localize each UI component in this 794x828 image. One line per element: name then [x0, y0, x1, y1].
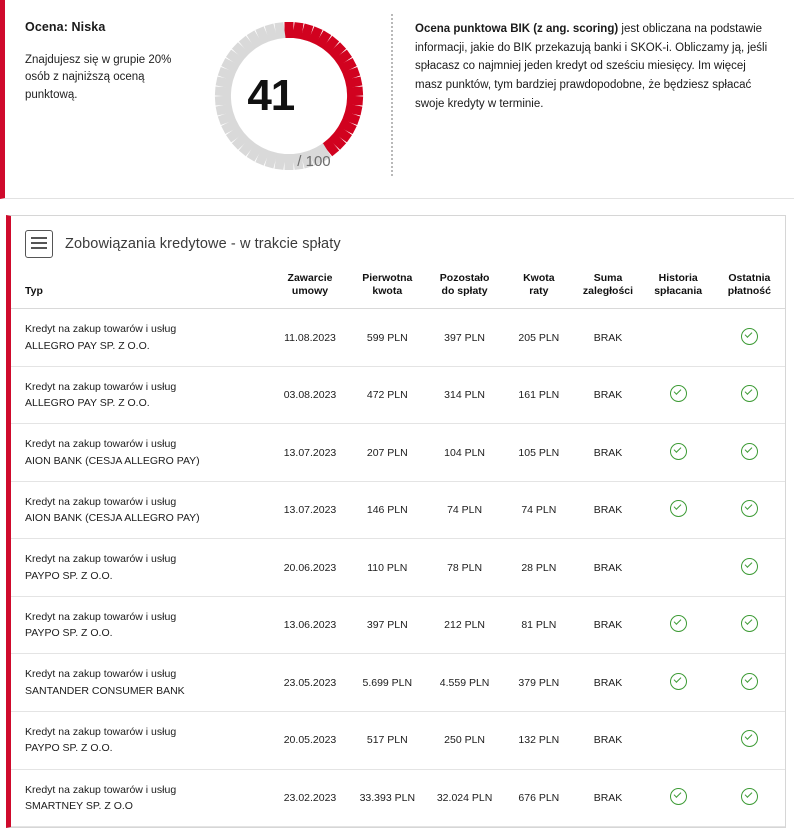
- rating-description: Znajdujesz się w grupie 20% osób z najniższą oceną punktową.: [25, 54, 172, 101]
- cell-arrears: BRAK: [593, 504, 623, 517]
- cell-arrears: BRAK: [593, 619, 623, 632]
- cell-remaining-amount: 250 PLN: [444, 734, 486, 747]
- cell-date: 13.06.2023: [283, 619, 337, 632]
- cell-arrears: BRAK: [593, 561, 623, 574]
- cell-last-payment: [714, 481, 785, 539]
- creditor-name: SMARTNEY SP. Z O.O: [25, 799, 133, 812]
- column-header-last-payment: Ostatnia płatność: [727, 272, 771, 298]
- cell-payment-history: [643, 481, 714, 539]
- creditor-name: PAYPO SP. Z O.O.: [25, 569, 113, 582]
- cell-installment: 161 PLN: [518, 389, 560, 402]
- table-row: [11, 596, 785, 654]
- credit-type-label: Kredyt na zakup towarów i usług: [25, 553, 177, 566]
- cell-installment: 132 PLN: [518, 734, 560, 747]
- history-check-icon: [670, 443, 687, 460]
- history-check-icon: [670, 500, 687, 517]
- credit-type-label: Kredyt na zakup towarów i usług: [25, 725, 177, 738]
- cell-payment-history: [643, 769, 714, 827]
- cell-original-amount: 146 PLN: [366, 504, 408, 517]
- table-row: [11, 539, 785, 597]
- gauge-max: / 100: [297, 153, 331, 170]
- table-row: [11, 481, 785, 539]
- card-title: Zobowiązania kredytowe - w trakcie spłaty: [65, 236, 341, 252]
- cell-original-amount: 517 PLN: [366, 734, 408, 747]
- table-row: [11, 309, 785, 367]
- table-row: [11, 769, 785, 827]
- cell-remaining-amount: 212 PLN: [444, 619, 486, 632]
- cell-original-amount: 599 PLN: [366, 331, 408, 344]
- cell-last-payment: [714, 654, 785, 712]
- last-payment-check-icon: [741, 500, 758, 517]
- empty-status: [671, 559, 686, 574]
- cell-remaining-amount: 78 PLN: [447, 561, 483, 574]
- cell-remaining-amount: 74 PLN: [447, 504, 483, 517]
- creditor-name: ALLEGRO PAY SP. Z O.O.: [25, 397, 150, 410]
- cell-last-payment: [714, 309, 785, 367]
- cell-type: [11, 711, 270, 769]
- cell-payment-history: [643, 424, 714, 482]
- cell-payment-history: [643, 596, 714, 654]
- credit-type-label: Kredyt na zakup towarów i usług: [25, 668, 177, 681]
- cell-arrears: BRAK: [593, 389, 623, 402]
- cell-date: 13.07.2023: [283, 446, 337, 459]
- panel-spacer: [0, 199, 794, 215]
- cell-payment-history: [643, 539, 714, 597]
- empty-status: [671, 329, 686, 344]
- table-row: [11, 366, 785, 424]
- explanation-bold: Ocena punktowa BIK (z ang. scoring): [415, 23, 619, 35]
- credit-type-label: Kredyt na zakup towarów i usług: [25, 438, 177, 451]
- cell-installment: 74 PLN: [521, 504, 557, 517]
- cell-last-payment: [714, 596, 785, 654]
- credit-type-label: Kredyt na zakup towarów i usług: [25, 380, 177, 393]
- cell-date: 03.08.2023: [283, 389, 337, 402]
- creditor-name: AION BANK (CESJA ALLEGRO PAY): [25, 512, 200, 525]
- cell-installment: 105 PLN: [518, 446, 560, 459]
- table-row: [11, 424, 785, 482]
- cell-installment: 28 PLN: [521, 561, 557, 574]
- obligations-body: [11, 309, 785, 827]
- obligations-table: [11, 268, 785, 827]
- cell-original-amount: 207 PLN: [366, 446, 408, 459]
- cell-installment: 205 PLN: [518, 331, 560, 344]
- cell-remaining-amount: 104 PLN: [444, 446, 486, 459]
- column-header-history: Historia spłacania: [654, 272, 703, 298]
- cell-installment: 676 PLN: [518, 791, 560, 804]
- cell-installment: 81 PLN: [521, 619, 557, 632]
- table-header-row: [11, 268, 785, 309]
- gauge-value: 41: [247, 71, 295, 120]
- cell-date: 20.05.2023: [283, 734, 337, 747]
- cell-remaining-amount: 397 PLN: [444, 331, 486, 344]
- cell-type: [11, 309, 270, 367]
- cell-date: 20.06.2023: [283, 561, 337, 574]
- last-payment-check-icon: [741, 730, 758, 747]
- score-explanation: [393, 14, 794, 113]
- column-header-original: Pierwotna kwota: [362, 272, 413, 298]
- column-header-date: Zawarcie umowy: [287, 272, 333, 298]
- cell-type: [11, 539, 270, 597]
- column-header-installment: Kwota raty: [523, 272, 555, 298]
- cell-original-amount: 5.699 PLN: [362, 676, 413, 689]
- list-icon: [25, 230, 53, 258]
- cell-original-amount: 397 PLN: [366, 619, 408, 632]
- column-header-arrears: Suma zaległości: [582, 272, 634, 298]
- cell-arrears: BRAK: [593, 446, 623, 459]
- empty-status: [671, 731, 686, 746]
- cell-date: 23.02.2023: [283, 791, 337, 804]
- last-payment-check-icon: [741, 673, 758, 690]
- rating-label: Ocena: Niska: [25, 20, 106, 34]
- cell-payment-history: [643, 366, 714, 424]
- cell-remaining-amount: 314 PLN: [444, 389, 486, 402]
- column-header-remaining: Pozostało do spłaty: [439, 272, 490, 298]
- creditor-name: SANTANDER CONSUMER BANK: [25, 684, 185, 697]
- cell-date: 23.05.2023: [283, 676, 337, 689]
- cell-last-payment: [714, 711, 785, 769]
- last-payment-check-icon: [741, 788, 758, 805]
- score-summary: [5, 14, 201, 104]
- creditor-name: PAYPO SP. Z O.O.: [25, 742, 113, 755]
- credit-type-label: Kredyt na zakup towarów i usług: [25, 783, 177, 796]
- last-payment-check-icon: [741, 385, 758, 402]
- credit-type-label: Kredyt na zakup towarów i usług: [25, 323, 177, 336]
- cell-payment-history: [643, 654, 714, 712]
- obligations-card: [6, 215, 786, 828]
- cell-date: 13.07.2023: [283, 504, 337, 517]
- cell-arrears: BRAK: [593, 676, 623, 689]
- cell-installment: 379 PLN: [518, 676, 560, 689]
- history-check-icon: [670, 788, 687, 805]
- cell-last-payment: [714, 769, 785, 827]
- table-row: [11, 654, 785, 712]
- cell-type: [11, 424, 270, 482]
- last-payment-check-icon: [741, 443, 758, 460]
- column-header-type: Typ: [25, 285, 43, 298]
- cell-last-payment: [714, 424, 785, 482]
- cell-last-payment: [714, 366, 785, 424]
- cell-type: [11, 366, 270, 424]
- score-panel: [0, 0, 794, 199]
- cell-date: 11.08.2023: [284, 331, 336, 344]
- cell-remaining-amount: 32.024 PLN: [436, 791, 493, 804]
- cell-payment-history: [643, 711, 714, 769]
- cell-arrears: BRAK: [593, 734, 623, 747]
- cell-arrears: BRAK: [593, 331, 623, 344]
- cell-last-payment: [714, 539, 785, 597]
- credit-type-label: Kredyt na zakup towarów i usług: [25, 610, 177, 623]
- cell-original-amount: 472 PLN: [366, 389, 408, 402]
- explanation-rest: jest obliczana na podstawie informacji, jakie do BIK przekazują banki i SKOK-i. Obliczamy ją, jeśli spłacasz co najmniej jeden kredyt od sześciu miesięcy. Im więcej masz punktów, tym bardziej prawdopodobne, że będziesz spłacać swoje kredyty w terminie.: [415, 23, 768, 110]
- cell-remaining-amount: 4.559 PLN: [439, 676, 490, 689]
- creditor-name: ALLEGRO PAY SP. Z O.O.: [25, 339, 150, 352]
- cell-original-amount: 110 PLN: [367, 561, 408, 574]
- card-header: [11, 216, 785, 268]
- last-payment-check-icon: [741, 328, 758, 345]
- last-payment-check-icon: [741, 615, 758, 632]
- creditor-name: AION BANK (CESJA ALLEGRO PAY): [25, 454, 200, 467]
- creditor-name: PAYPO SP. Z O.O.: [25, 627, 113, 640]
- cell-type: [11, 654, 270, 712]
- last-payment-check-icon: [741, 558, 758, 575]
- credit-type-label: Kredyt na zakup towarów i usług: [25, 495, 177, 508]
- cell-arrears: BRAK: [593, 791, 623, 804]
- cell-type: [11, 596, 270, 654]
- score-gauge: [201, 14, 377, 176]
- cell-type: [11, 769, 270, 827]
- history-check-icon: [670, 615, 687, 632]
- cell-type: [11, 481, 270, 539]
- cell-original-amount: 33.393 PLN: [359, 791, 416, 804]
- cell-payment-history: [643, 309, 714, 367]
- history-check-icon: [670, 385, 687, 402]
- history-check-icon: [670, 673, 687, 690]
- table-row: [11, 711, 785, 769]
